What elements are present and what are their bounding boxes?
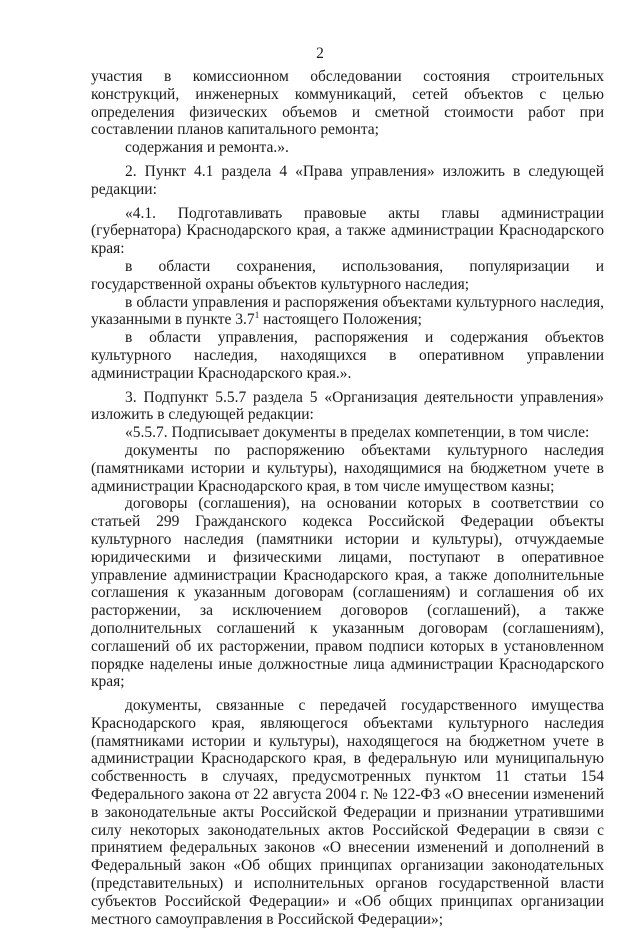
paragraph: в области управления, распоряжения и содержания объектов культурного наследия, находящихся в оперативном управлении администрации Краснодарского края.».: [91, 329, 604, 382]
paragraph: участия в комиссионном обследовании состояния строительных конструкций, инженерных коммуникаций, сетей объектов с целью определения физических объемов и сметной стоимости работ при составлении планов капитального ремонта;: [91, 68, 604, 139]
paragraph: документы, связанные с передачей государственного имущества Краснодарского края, являющегося объектами культурного наследия (памятниками истории и культуры), находящегося на бюджетном учете в администрации Краснодарского края, в федеральную или муниципальную собственность в случаях, предусмотренных пунктом 11 статьи 154 Федерального закона от 22 августа 2004 г. № 122-ФЗ «О внесении изменений в законодательные акты Российской Федерации и признании утратившими силу некоторых законодательных актов Российской Федерации в связи с принятием федеральных законов «О внесении изменений и дополнений в Федеральный закон «Об общих принципах организации законодательных (представительных) и исполнительных органов государственной власти субъектов Российской Федерации» и «Об общих принципах организации местного самоуправления в Российской Федерации»;: [91, 697, 604, 928]
paragraph: [91, 294, 604, 330]
paragraph: «4.1. Подготавливать правовые акты главы администрации (губернатора) Краснодарского края, а также администрации Краснодарского края:: [91, 204, 604, 258]
paragraph: 3. Подпункт 5.5.7 раздела 5 «Организация деятельности управления» изложить в следующей редакции:: [91, 388, 604, 424]
paragraph-text-tail: настоящего Положения;: [259, 311, 422, 329]
paragraph: «5.5.7. Подписывает документы в пределах компетенции, в том числе:: [125, 424, 590, 442]
paragraph: документы по распоряжению объектами культурного наследия (памятниками истории и культуры), находящимися на бюджетном учете в администрации Краснодарского края, в том числе имуществом казны;: [91, 441, 604, 495]
page-number: 2: [316, 45, 324, 62]
paragraph: 2. Пункт 4.1 раздела 4 «Права управления» изложить в следующей редакции:: [91, 162, 604, 198]
superscript-footnote: 1: [254, 310, 260, 321]
paragraph: в области сохранения, использования, популяризации и государственной охраны объектов культурного наследия;: [91, 257, 604, 293]
paragraph-text: в области управления и распоряжения объектами культурного наследия, указанными в пункте 3.7: [91, 293, 604, 329]
paragraph: содержания и ремонта.».: [125, 139, 289, 157]
paragraph: договоры (соглашения), на основании которых в соответствии со статьей 299 Гражданского кодекса Российской Федерации объекты культурного наследия (памятники истории и культуры), отчуждаемые юридическими и физическими лицами, поступают в оперативное управление администрации Краснодарского края, а также дополнительные соглашения к указанным договорам (соглашениям) и соглашения об их расторжении, за исключением договоров (соглашений), а также дополнительных соглашений к указанным договорам (соглашениям), соглашений об их расторжении, правом подписи которых в установленном порядке наделены иные должностные лица администрации Краснодарского края;: [91, 495, 604, 691]
document-body: [91, 68, 604, 928]
